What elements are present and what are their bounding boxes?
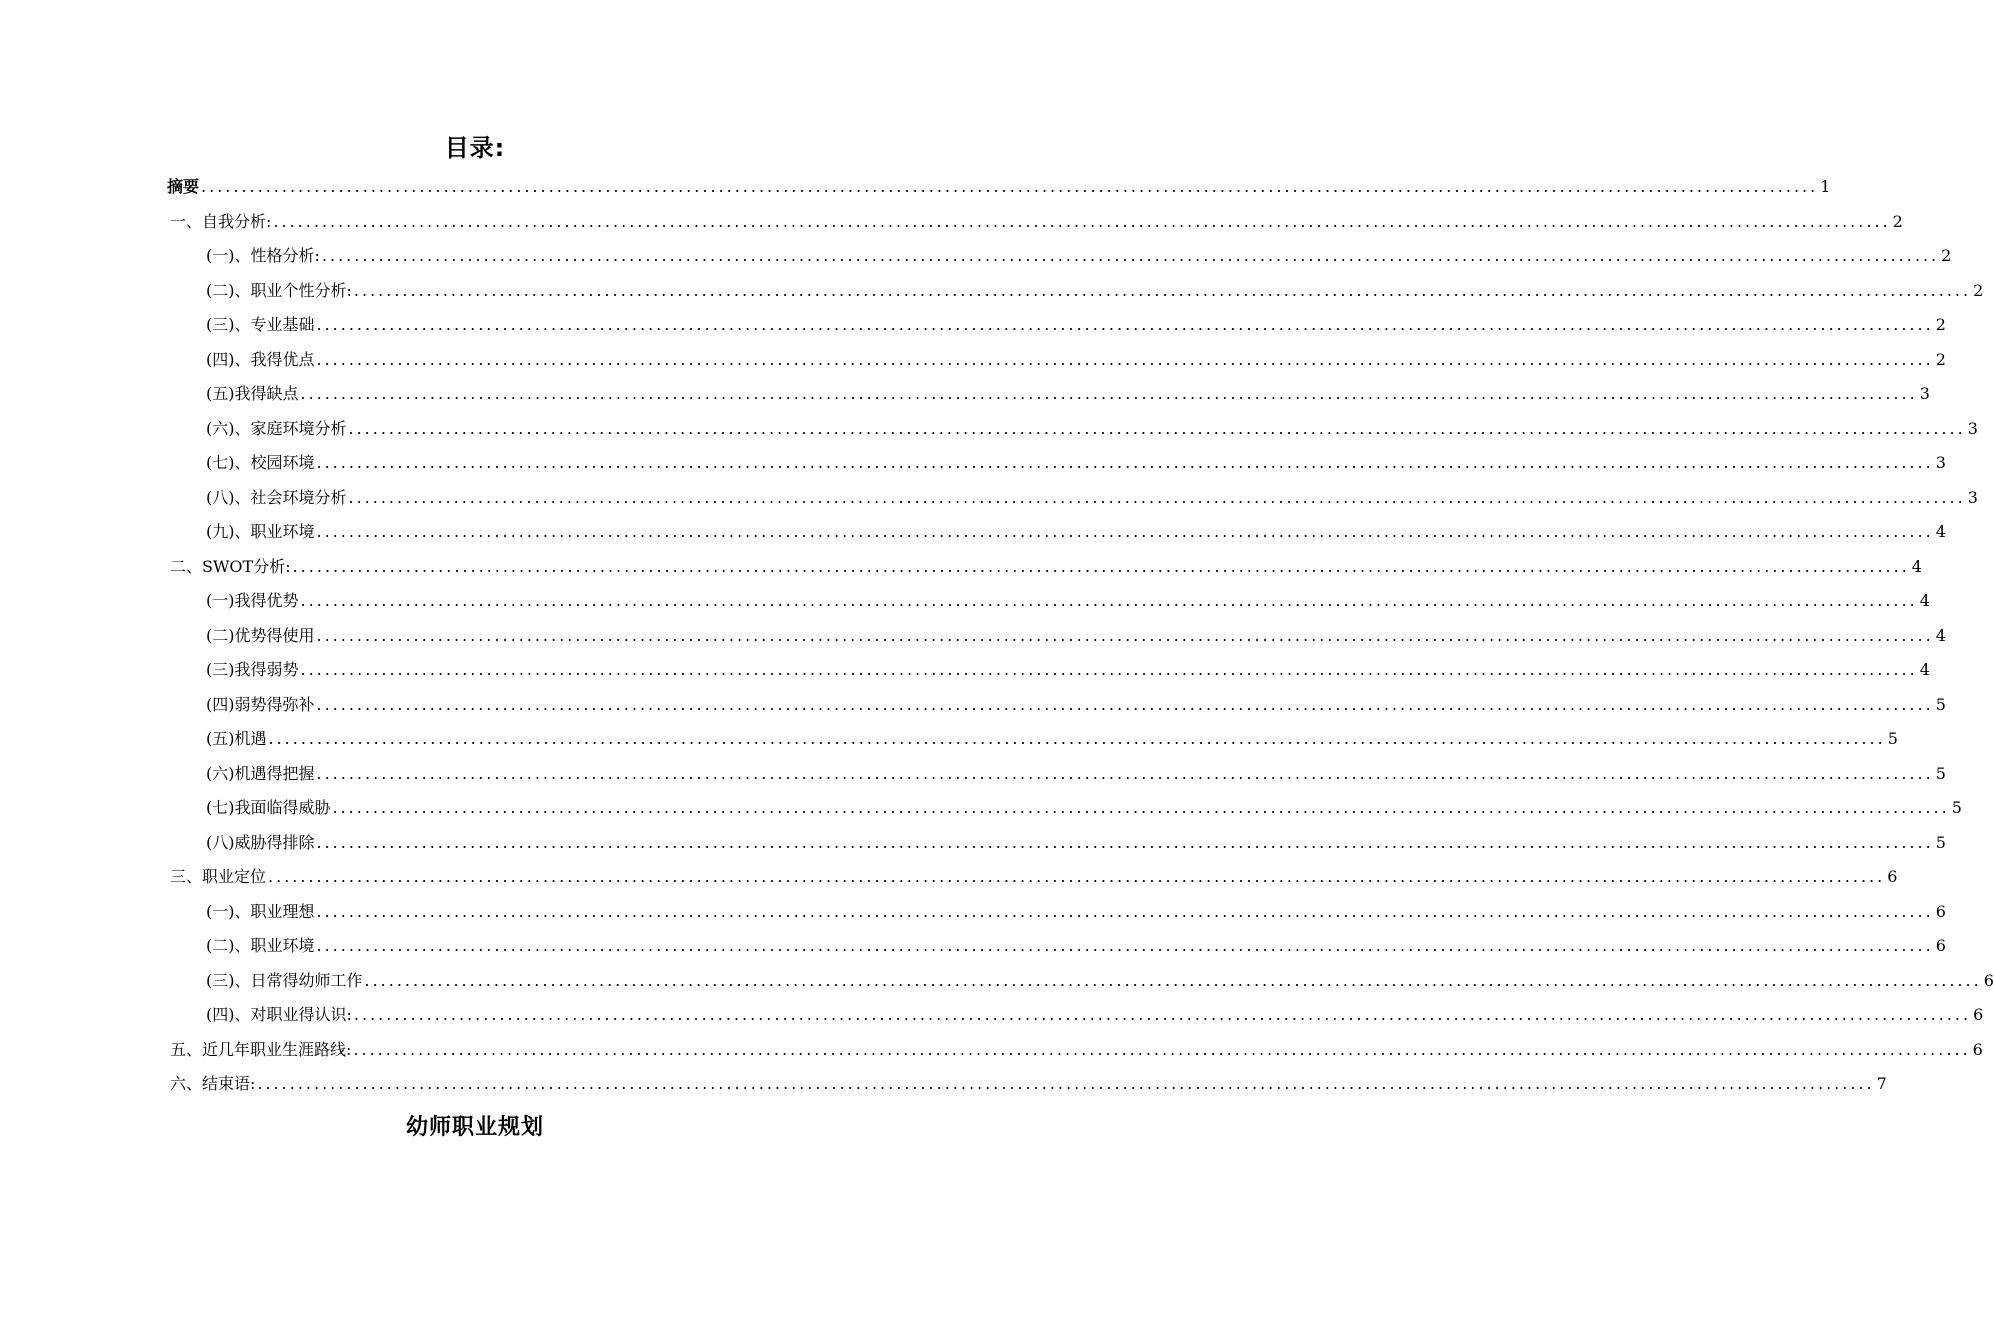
toc-entry-label: (四)、对职业得认识:: [206, 1005, 352, 1024]
toc-entry[interactable]: [170, 550, 1922, 584]
toc-leader-dots: ........................................................................................................................................................................................................: [316, 901, 1934, 921]
toc-leader-dots: ........................................................................................................................................................................................................: [348, 418, 1966, 438]
document-title: 幼师职业规划: [405, 1115, 544, 1140]
toc-leader-dots: ........................................................................................................................................................................................................: [316, 694, 1934, 714]
toc-leader-dots: ........................................................................................................................................................................................................: [300, 591, 1918, 610]
toc-entry-page: 6: [1935, 936, 1946, 955]
toc-entry-label: (六)机遇得把握: [206, 763, 315, 783]
toc-leader-dots: ........................................................................................................................................................................................................: [364, 970, 1982, 990]
toc-entry-label: 六、结束语:: [170, 1074, 256, 1093]
toc-leader-dots: ........................................................................................................................................................................................................: [316, 763, 1934, 783]
toc-leader-dots: ........................................................................................................................................................................................................: [353, 1039, 1971, 1059]
toc-leader-dots: ........................................................................................................................................................................................................: [300, 384, 1918, 403]
toc-entry-page: 5: [1935, 763, 1946, 783]
toc-entry[interactable]: [206, 343, 1946, 377]
toc-leader-dots: ........................................................................................................................................................................................................: [348, 487, 1966, 507]
toc-entry-page: 3: [1967, 487, 1978, 507]
toc-leader-dots: ........................................................................................................................................................................................................: [273, 211, 1891, 231]
toc-entry-page: 2: [1892, 211, 1903, 231]
toc-entry[interactable]: [170, 205, 1903, 239]
toc-entry[interactable]: [206, 412, 1978, 446]
toc-entry-page: 5: [1935, 694, 1946, 714]
toc-leader-dots: ........................................................................................................................................................................................................: [300, 660, 1918, 679]
toc-entry-page: 7: [1876, 1074, 1887, 1093]
toc-entry[interactable]: [206, 653, 1930, 687]
toc-entry[interactable]: [206, 274, 1984, 308]
toc-leader-dots: ........................................................................................................................................................................................................: [353, 1005, 1972, 1024]
toc-leader-dots: ........................................................................................................................................................................................................: [292, 556, 1910, 576]
toc-leader-dots: ........................................................................................................................................................................................................: [201, 177, 1819, 196]
toc-entry-label: (九)、职业环境: [206, 522, 315, 541]
toc-entry-page: 2: [1935, 349, 1946, 369]
toc-leader-dots: ........................................................................................................................................................................................................: [321, 246, 1940, 265]
toc-entry-label: (三)、日常得幼师工作: [206, 970, 363, 990]
toc-entry[interactable]: [206, 757, 1946, 791]
toc-entry[interactable]: [206, 377, 1930, 411]
toc-entry[interactable]: [170, 860, 1898, 894]
toc-entry[interactable]: [206, 688, 1946, 722]
toc-entry-label: (二)、职业个性分析:: [206, 280, 352, 300]
toc-entry-page: 4: [1935, 625, 1946, 645]
toc-entry[interactable]: [170, 1067, 1887, 1101]
toc-leader-dots: ........................................................................................................................................................................................................: [316, 832, 1934, 852]
toc-entry[interactable]: [206, 308, 1946, 342]
toc-entry-label: 二、SWOT分析:: [170, 556, 291, 576]
toc-leader-dots: ........................................................................................................................................................................................................: [316, 349, 1934, 369]
toc-entry-page: 4: [1919, 591, 1930, 610]
toc-entry-label: (七)我面临得威胁: [206, 798, 331, 817]
toc-entry[interactable]: [206, 584, 1930, 618]
toc-leader-dots: ........................................................................................................................................................................................................: [332, 798, 1950, 817]
toc-entry-label: (八)威胁得排除: [206, 832, 315, 852]
toc-leader-dots: ........................................................................................................................................................................................................: [316, 315, 1934, 334]
toc-entry[interactable]: [206, 929, 1946, 963]
toc-entry-label: (一)、职业理想: [206, 901, 315, 921]
toc-entry[interactable]: [170, 1033, 1983, 1067]
toc-entry-page: 3: [1935, 453, 1946, 472]
toc-entry-label: (四)、我得优点: [206, 349, 315, 369]
toc-entry[interactable]: [206, 998, 1984, 1032]
toc-entry-label: (一)我得优势: [206, 591, 299, 610]
toc-entry[interactable]: [206, 239, 1952, 273]
toc-entry-label: 三、职业定位: [170, 867, 267, 886]
toc-entry-label: (六)、家庭环境分析: [206, 418, 347, 438]
toc-entry-label: 五、近几年职业生涯路线:: [170, 1039, 352, 1059]
toc-entry-page: 3: [1919, 384, 1930, 403]
toc-leader-dots: ........................................................................................................................................................................................................: [316, 936, 1934, 955]
toc-entry-label: 一、自我分析:: [170, 211, 272, 231]
toc-leader-dots: ........................................................................................................................................................................................................: [268, 867, 1886, 886]
toc-entry-page: 6: [1973, 1005, 1984, 1024]
toc-entry-page: 2: [1941, 246, 1952, 265]
toc-leader-dots: ........................................................................................................................................................................................................: [268, 729, 1886, 748]
toc-leader-dots: ........................................................................................................................................................................................................: [316, 522, 1934, 541]
toc-entry-label: (一)、性格分析:: [206, 246, 320, 265]
toc-leader-dots: ........................................................................................................................................................................................................: [353, 280, 1972, 300]
toc-entry-label: (二)优势得使用: [206, 625, 315, 645]
toc-entry-page: 2: [1935, 315, 1946, 334]
toc-entry-page: 6: [1887, 867, 1898, 886]
toc-title: 目录:: [444, 134, 506, 162]
toc-entry-label: (三)我得弱势: [206, 660, 299, 679]
toc-entry[interactable]: [206, 619, 1946, 653]
toc-entry[interactable]: [206, 446, 1946, 480]
toc-entry-label: (七)、校园环境: [206, 453, 315, 472]
toc-entry-label: (二)、职业环境: [206, 936, 315, 955]
toc-entry[interactable]: [167, 170, 1831, 204]
toc-entry-page: 6: [1983, 970, 1994, 990]
toc-entry-page: 4: [1935, 522, 1946, 541]
toc-entry[interactable]: [206, 791, 1962, 825]
toc-entry[interactable]: [206, 515, 1946, 549]
toc-entry[interactable]: [206, 895, 1946, 929]
toc-entry[interactable]: [206, 826, 1946, 860]
toc-leader-dots: ........................................................................................................................................................................................................: [257, 1074, 1875, 1093]
toc-entry-page: 6: [1935, 901, 1946, 921]
toc-entry-page: 5: [1935, 832, 1946, 852]
toc-entry-page: 3: [1967, 418, 1978, 438]
toc-entry[interactable]: [206, 481, 1978, 515]
toc-entry-page: 5: [1887, 729, 1898, 748]
toc-entry-page: 4: [1911, 556, 1922, 576]
toc-leader-dots: ........................................................................................................................................................................................................: [316, 625, 1934, 645]
toc-entry-page: 1: [1820, 177, 1831, 196]
toc-entry[interactable]: [206, 722, 1898, 756]
toc-entry-page: 5: [1951, 798, 1962, 817]
toc-entry-label: (四)弱势得弥补: [206, 694, 315, 714]
toc-entry-label: (五)我得缺点: [206, 384, 299, 403]
toc-entry-label: (五)机遇: [206, 729, 267, 748]
toc-entry-label: (八)、社会环境分析: [206, 487, 347, 507]
toc-entry[interactable]: [206, 964, 1994, 998]
toc-entry-label: 摘要: [167, 177, 200, 196]
toc-entry-page: 2: [1973, 280, 1984, 300]
toc-leader-dots: ........................................................................................................................................................................................................: [316, 453, 1934, 472]
toc-entry-page: 4: [1919, 660, 1930, 679]
toc-entry-label: (三)、专业基础: [206, 315, 315, 334]
toc-entry-page: 6: [1972, 1039, 1983, 1059]
